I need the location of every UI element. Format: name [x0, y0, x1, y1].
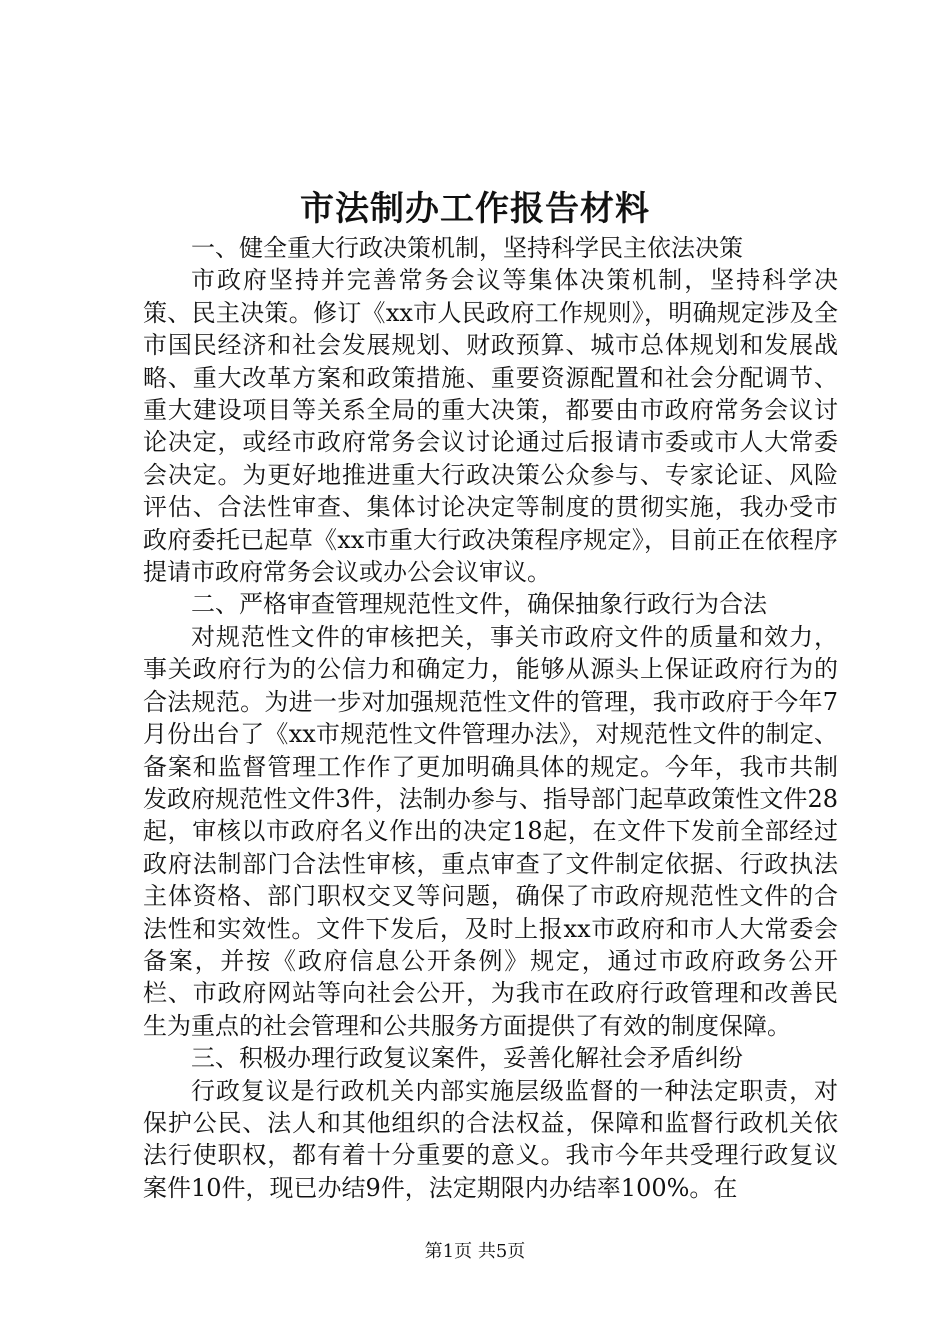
section-heading: 一、健全重大行政决策机制，坚持科学民主依法决策	[191, 234, 743, 262]
body-paragraph: 行政复议是行政机关内部实施层级监督的一种法定职责，对保护公民、法人和其他组织的合法权益，保障和监督行政机关依法行使职权，都有着十分重要的意义。我市今年共受理行政复议案件10件，现已办结9件，法定期限内办结率100%。在	[143, 1076, 838, 1202]
section-heading: 三、积极办理行政复议案件，妥善化解社会矛盾纠纷	[191, 1044, 743, 1073]
page-title: 市法制办工作报告材料	[300, 189, 650, 229]
body-paragraph: 对规范性文件的审核把关，事关市政府文件的质量和效力，事关政府行为的公信力和确定力，能够从源头上保证政府行为的合法规范。为进一步对加强规范性文件的管理，我市政府于今年7月份出台了《xx市规范性文件管理办法》，对规范性文件的制定、备案和监督管理工作作了更加明确具体的规定。今年，我市共制发政府规范性文件3件，法制办参与、指导部门起草政策性文件28起，审核以市政府名义作出的决定18起，在文件下发前全部经过政府法制部门合法性审核，重点审查了文件制定依据、行政执法主体资格、部门职权交叉等问题，确保了市政府规范性文件的合法性和实效性。文件下发后，及时上报xx市政府和市人大常委会备案，并按《政府信息公开条例》规定，通过市政府政务公开栏、市政府网站等向社会公开，为我市在政府行政管理和改善民生为重点的社会管理和公共服务方面提供了有效的制度保障。	[143, 622, 838, 1040]
document-body	[143, 232, 838, 1204]
body-paragraph: 市政府坚持并完善常务会议等集体决策机制，坚持科学决策、民主决策。修订《xx市人民政府工作规则》，明确规定涉及全市国民经济和社会发展规划、财政预算、城市总体规划和发展战略、重大改革方案和政策措施、重要资源配置和社会分配调节、重大建设项目等关系全局的重大决策，都要由市政府常务会议讨论决定，或经市政府常务会议讨论通过后报请市委或市人大常委会决定。为更好地推进重大行政决策公众参与、专家论证、风险评估、合法性审查、集体讨论决定等制度的贯彻实施，我办受市政府委托已起草《xx市重大行政决策程序规定》，目前正在依程序提请市政府常务会议或办公会议审议。	[143, 266, 838, 587]
section-heading: 二、严格审查管理规范性文件，确保抽象行政行为合法	[191, 590, 767, 619]
page-footer: 第1页 共5页	[424, 1241, 526, 1262]
